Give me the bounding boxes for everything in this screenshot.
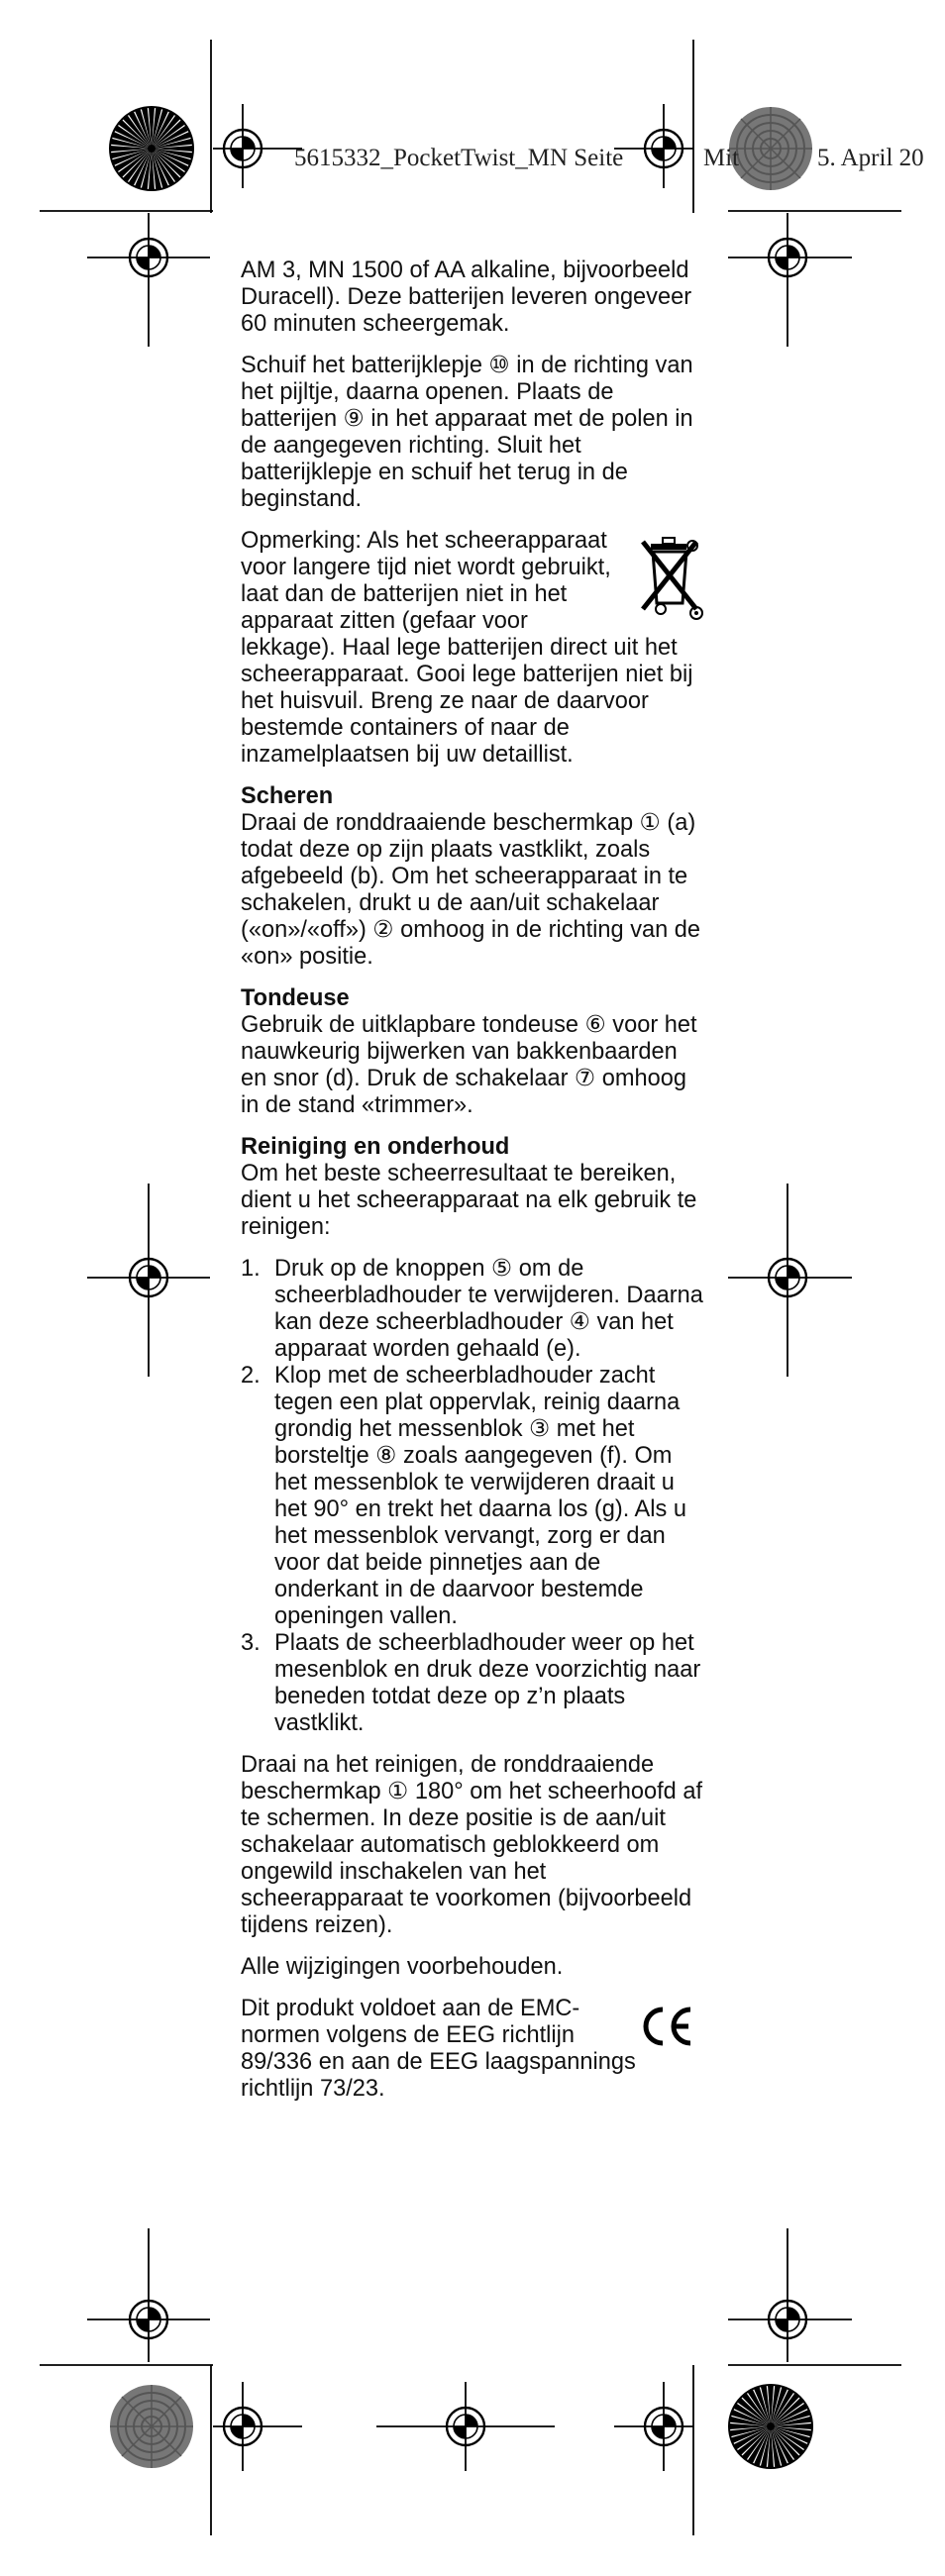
print-slug [0, 145, 945, 184]
step-number: 2. [241, 1363, 261, 1389]
cleaning-section [241, 1134, 706, 1939]
step-text: Plaats de scheerbladhouder weer op het mesenblok en druk deze voorzichtig naar beneden totdat deze op z’n plaats vastklikt. [274, 1630, 701, 1736]
shaving-text: Draai de ronddraaiende beschermkap ① (a) todat deze op zijn plaats vastklikt, zoals afgebeeld (b). Om het scheerapparaat in te schakelen, drukt u de aan/uit schakelaar («on»/«off») ② omhoog in de richting van de «on» positie. [241, 810, 701, 970]
cleaning-heading: Reiniging en onderhoud [241, 1134, 510, 1160]
ce-mark-icon [637, 2004, 696, 2049]
insert-batteries-paragraph: Schuif het batterijklepje ⑩ in de richting van het pijltje, daarna openen. Plaats de batterijen ⑨ in het apparaat met de polen in de aangegeven richting. Sluit het batterijklepje en schuif het terug in de beginstand. [241, 353, 693, 512]
list-item [241, 1363, 706, 1630]
slug-mit: Mit [703, 145, 740, 171]
step-text: Druk op de knoppen ⑤ om de scheerbladhouder te verwijderen. Daarna kan deze scheerbladhouder ④ van het apparaat worden gehaald (e). [274, 1256, 703, 1362]
trimmer-section [241, 985, 706, 1119]
shaving-section [241, 783, 706, 971]
after-cleaning-paragraph: Draai na het reinigen, de ronddraaiende beschermkap ① 180° om het scheerhoofd af te schermen. In deze positie is de aan/uit schakelaar automatisch geblokkeerd om ongewild inschakelen van het scheerapparaat te voorkomen (bijvoorbeeld tijdens reizen). [241, 1752, 703, 1938]
batteries-paragraph: AM 3, MN 1500 of AA alkaline, bijvoorbeeld Duracell). Deze batterijen leveren ongeveer 60 minuten scheergemak. [241, 258, 692, 337]
step-number: 1. [241, 1256, 261, 1282]
crossed-out-wheelie-bin-icon [637, 530, 706, 621]
disposal-note [241, 528, 706, 769]
slug-filename: 5615332_PocketTwist_MN Seite [294, 145, 624, 171]
list-item [241, 1256, 706, 1363]
step-text: Klop met de scheerbladhouder zacht tegen een plat oppervlak, reinig daarna grondig het messenblok ③ met het borsteltje ⑧ zoals aangegeven (f). Om het messenblok te verwijderen draait u het 90° en trekt het daarna los (g). Als u het messenblok vervangt, zorg er dan voor dat beide pinnetjes aan de onderkant in de daarvoor bestemde openingen vallen. [274, 1363, 687, 1629]
slug-date: 5. April 20 [817, 145, 924, 171]
disposal-note-text: Opmerking: Als het scheerapparaat voor langere tijd niet wordt gebruikt, laat dan de batterijen niet in het apparaat zitten (gefaar voor lekkage). Haal lege batterijen direct uit het scheerapparaat. Gooi lege batterijen niet bij het huisvuil. Breng ze naar de daarvoor bestemde containers of naar de inzamelplaatsen bij uw detaillist. [241, 528, 693, 768]
list-item [241, 1630, 706, 1737]
shaving-heading: Scheren [241, 783, 334, 809]
step-number: 3. [241, 1630, 261, 1656]
manual-text-column [241, 258, 706, 2117]
trimmer-heading: Tondeuse [241, 985, 350, 1011]
conformity-block [241, 1996, 706, 2103]
cleaning-steps [241, 1256, 706, 1737]
cleaning-intro: Om het beste scheerresultaat te bereiken, dient u het scheerapparaat na elk gebruik te reinigen: [241, 1161, 697, 1240]
conformity-text: Dit produkt voldoet aan de EMC-normen volgens de EEG richtlijn 89/336 en aan de EEG laagspannings richtlijn 73/23. [241, 1996, 636, 2102]
trimmer-text: Gebruik de uitklapbare tondeuse ⑥ voor het nauwkeurig bijwerken van bakkenbaarden en snor (d). Druk de schakelaar ⑦ omhoog in de stand «trimmer». [241, 1012, 697, 1118]
reservation-text: Alle wijzigingen voorbehouden. [241, 1954, 564, 1980]
